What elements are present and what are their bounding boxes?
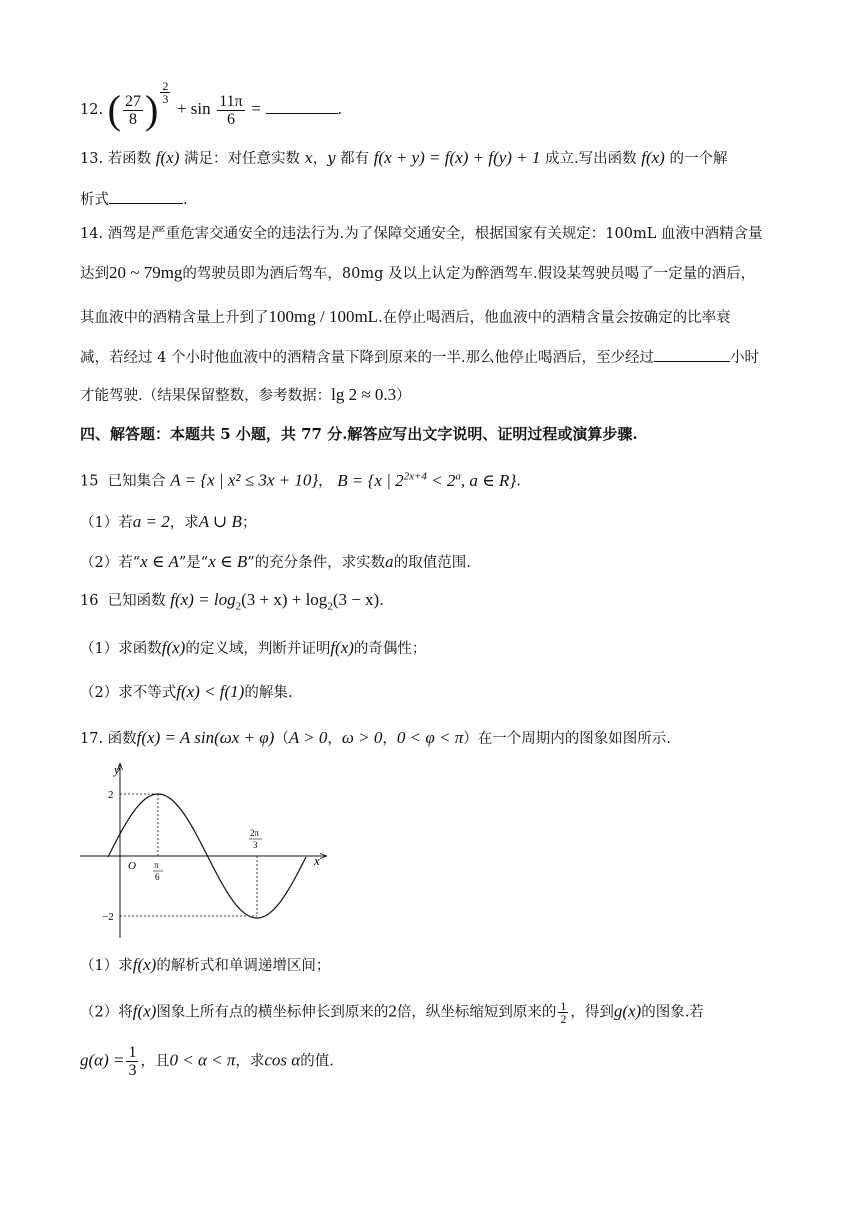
- q15-line1: 15 已知集合 A = {x | x² ≤ 3x + 10}， B = {x | $2^{2x+4} < 2^a$, a ∈ R}.: [80, 470, 521, 490]
- q17-part2: （2）将f(x)图象上所有点的横坐标伸长到原来的2倍，纵坐标缩短到原来的 $\frac{1}{2}$ ，得到g(x)的图象.若: [80, 999, 704, 1026]
- q14-line2: 达到20 ~ 79mg的驾驶员即为酒后驾车，80mg 及以上认定为醉酒驾车.假设某驾驶员喝了一定量的酒后，: [80, 263, 756, 282]
- y-max-label: 2: [108, 789, 114, 801]
- q15-part2: （2）若“x ∈ A”是“x ∈ B”的充分条件，求实数a的取值范围.: [80, 552, 471, 571]
- y-axis-label: y: [114, 762, 120, 777]
- left-paren: (: [107, 87, 121, 132]
- x1-num: π: [154, 860, 159, 870]
- answer-blank[interactable]: [266, 99, 338, 114]
- q12-fraction: $\frac{27}{8}$: [125, 92, 141, 128]
- answer-blank[interactable]: [109, 189, 183, 204]
- q16-part2: （2）求不等式f(x) < f(1)的解集.: [80, 682, 293, 701]
- q17-line1: 17. 函数f(x) = A sin(ωx + φ)（A > 0，ω > 0，0 < φ < π）在一个周期内的图象如图所示.: [80, 728, 671, 747]
- q13-line1: 13. 若函数 f(x) 满足：对任意实数 x，y 都有 f(x + y) = f(x) + f(y) + 1 成立.写出函数 f(x) 的一个解: [80, 148, 728, 167]
- right-paren: ): [145, 87, 159, 132]
- q12-sin-fraction: $\frac{11\pi}{6}$: [219, 92, 243, 128]
- third-fraction: $\frac{1}{3}$: [128, 1044, 137, 1079]
- q15-part1: （1）若a = 2，求A ∪ B；: [80, 512, 257, 531]
- q14-line5: 才能驾驶.（结果保留整数，参考数据：lg 2 ≈ 0.3）: [80, 385, 411, 404]
- half-fraction: $\frac{1}{2}$: [560, 999, 567, 1026]
- x2-den: 3: [253, 840, 258, 850]
- q14-line1: 14. 酒驾是严重危害交通安全的违法行为.为了保障交通安全，根据国家有关规定：100mL 血液中酒精含量: [80, 226, 763, 242]
- sine-graph: [80, 760, 340, 940]
- x1-den: 6: [155, 872, 160, 882]
- origin-label: O: [128, 860, 136, 872]
- q12: 12. ( $\frac{27}{8}$ ) $\frac{2}{3}$ + sin $\frac{11\pi}{6}$ = .: [80, 79, 343, 132]
- answer-blank[interactable]: [654, 347, 730, 362]
- q17-part3: g(α) = $\frac{1}{3}$ ，且0 < α < π，求cos α的值.: [80, 1044, 334, 1079]
- q12-exponent: $\frac{2}{3}$: [162, 79, 169, 106]
- q17-part1: （1）求f(x)的解析式和单调递增区间；: [80, 955, 331, 974]
- q14-line4: 减，若经过 4 个小时他血液中的酒精含量下降到原来的一半.那么他停止喝酒后，至少经过 小时: [80, 347, 759, 368]
- x-axis-label: x: [314, 853, 320, 868]
- q16-line1: 16 已知函数 $f(x) = \log_2(3 + x) + \log_2(3 - x)$.: [80, 590, 384, 613]
- q14-line3: 其血液中的酒精含量上升到了100mg / 100mL.在停止喝酒后，他血液中的酒精含量会按确定的比率衰: [80, 307, 731, 326]
- q16-part1: （1）求函数f(x)的定义域，判断并证明f(x)的奇偶性；: [80, 638, 427, 657]
- y-min-label: −2: [102, 911, 114, 923]
- x2-num: 2π: [250, 828, 260, 838]
- q13-line2: 析式 .: [80, 189, 188, 210]
- section-heading: 四、解答题：本题共 5 小题，共 77 分.解答应写出文字说明、证明过程或演算步骤.: [80, 425, 638, 443]
